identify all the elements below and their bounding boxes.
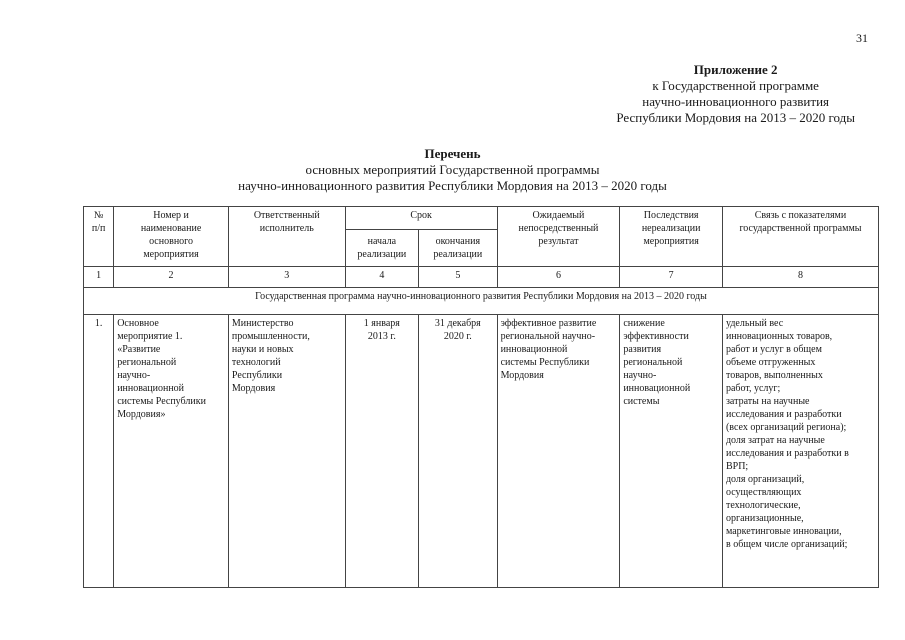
column-number: 2	[114, 267, 229, 288]
header-executor: Ответственный исполнитель	[228, 207, 345, 267]
column-number: 8	[722, 267, 878, 288]
column-number: 6	[497, 267, 620, 288]
row-link: удельный вес инновационных товаров, работ и услуг в общем объеме отгруженных товаров, выполненных работ, услуг; затраты на научные исследования и разработки (всех организаций региона); доля затрат на научные исследования и разработки в ВРП; доля организаций, осуществляющих технологические, организационные, маркетинговые инновации, в общем числе организаций;	[722, 315, 878, 588]
column-number-row	[84, 267, 879, 288]
row-result: эффективное развитие региональной научно- инновационной системы Республики Мордовия	[497, 315, 620, 588]
header-consequences: Последствия нереализации мероприятия	[620, 207, 723, 267]
heading-line: научно-инновационного развития Республики Мордовия на 2013 – 2020 годы	[238, 178, 667, 193]
header-result: Ожидаемый непосредственный результат	[497, 207, 620, 267]
row-name: Основное мероприятие 1. «Развитие региональной научно- инновационной системы Республики Мордовия»	[114, 315, 229, 588]
program-row	[84, 288, 879, 315]
program-title: Государственная программа научно-инновационного развития Республики Мордовия на 2013 – 2020 годы	[84, 288, 879, 315]
column-number: 3	[228, 267, 345, 288]
row-end: 31 декабря 2020 г.	[419, 315, 497, 588]
appendix-block	[616, 62, 855, 126]
appendix-line: Республики Мордовия на 2013 – 2020 годы	[616, 110, 855, 125]
header-link: Связь с показателями государственной программы	[722, 207, 878, 267]
row-executor: Министерство промышленности, науки и новых технологий Республики Мордовия	[228, 315, 345, 588]
appendix-line: к Государственной программе	[652, 78, 819, 93]
heading-title: Перечень	[424, 146, 481, 161]
document-heading	[0, 146, 905, 194]
column-number: 1	[84, 267, 114, 288]
appendix-line: научно-инновационного развития	[642, 94, 830, 109]
column-number: 4	[345, 267, 418, 288]
page-number: 31	[856, 31, 868, 45]
column-number: 7	[620, 267, 723, 288]
header-name: Номер и наименование основного мероприятия	[114, 207, 229, 267]
header-term-start: начала реализации	[345, 230, 418, 267]
row-start: 1 января 2013 г.	[345, 315, 418, 588]
heading-line: основных мероприятий Государственной программы	[305, 162, 600, 177]
header-term: Срок	[345, 207, 497, 230]
table-row	[84, 315, 879, 588]
row-consequences: снижение эффективности развития региональной научно- инновационной системы	[620, 315, 723, 588]
header-num: № п/п	[84, 207, 114, 267]
column-number: 5	[419, 267, 497, 288]
activities-table	[83, 206, 879, 588]
header-term-end: окончания реализации	[419, 230, 497, 267]
header-row	[84, 207, 879, 230]
appendix-title: Приложение 2	[693, 62, 778, 77]
row-num: 1.	[84, 315, 114, 588]
